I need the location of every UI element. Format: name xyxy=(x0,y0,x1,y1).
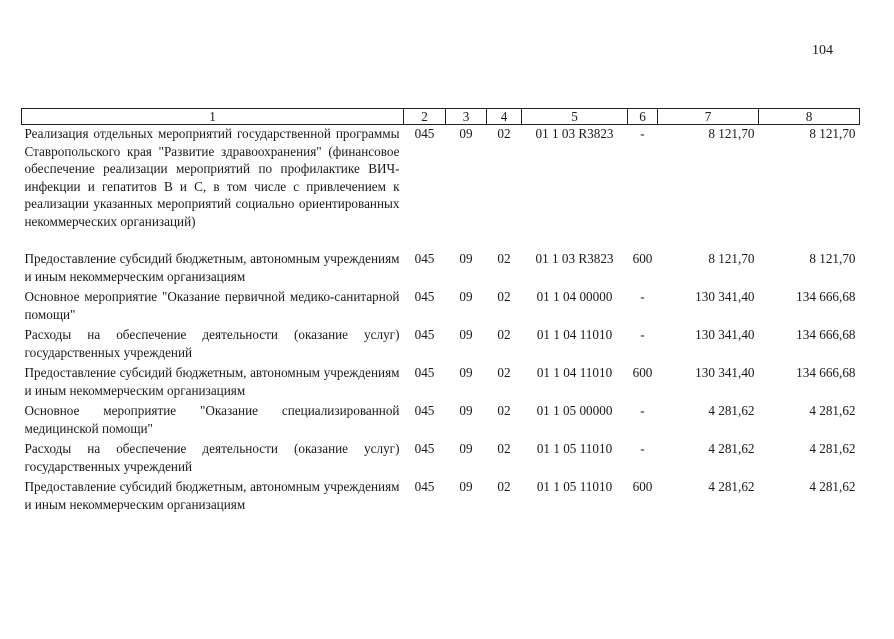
subsection-code: 02 xyxy=(497,289,511,304)
section-code: 09 xyxy=(459,365,473,380)
subsection-code: 02 xyxy=(497,126,511,141)
section-code: 09 xyxy=(459,479,473,494)
section-code: 09 xyxy=(459,403,473,418)
section-code: 09 xyxy=(459,289,473,304)
target-article-code: 01 1 05 11010 xyxy=(536,479,613,494)
amount-year-1: 4 281,62 xyxy=(708,441,755,456)
expense-type-code: - xyxy=(640,327,645,342)
amount-year-1: 130 341,40 xyxy=(695,327,755,342)
section-code: 09 xyxy=(459,126,473,141)
expense-type-code: - xyxy=(640,126,645,141)
subsection-code: 02 xyxy=(497,327,511,342)
amount-year-2: 4 281,62 xyxy=(809,441,856,456)
subsection-code: 02 xyxy=(497,251,511,266)
row-description: Основное мероприятие "Оказание специализированной медицинской помощи" xyxy=(24,403,400,436)
row-description: Реализация отдельных мероприятий государственной программы Ставропольского края "Развитие здравоохранения" (финансовое обеспечение реализации мероприятий по профилактике ВИЧ-инфекции и гепатитов В и С, в том числе с привлечением к реализации указанных мероприятий социально ориентированных некоммерческих организаций) xyxy=(24,126,400,229)
column-header: 6 xyxy=(628,109,658,125)
expense-type-code: 600 xyxy=(632,251,653,266)
amount-year-1: 4 281,62 xyxy=(708,479,755,494)
column-header: 4 xyxy=(487,109,522,125)
target-article-code: 01 1 04 11010 xyxy=(536,327,613,342)
amount-year-2: 134 666,68 xyxy=(796,365,856,380)
table-row xyxy=(22,326,860,361)
amount-year-2: 8 121,70 xyxy=(809,126,856,141)
amount-year-2: 134 666,68 xyxy=(796,327,856,342)
subsection-code: 02 xyxy=(497,365,511,380)
amount-year-2: 4 281,62 xyxy=(809,479,856,494)
row-description: Предоставление субсидий бюджетным, автономным учреждениям и иным некоммерческим организациям xyxy=(24,251,400,284)
amount-year-2: 4 281,62 xyxy=(809,403,856,418)
section-code: 09 xyxy=(459,251,473,266)
ministry-code: 045 xyxy=(414,126,435,141)
expense-type-code: 600 xyxy=(632,479,653,494)
amount-year-1: 8 121,70 xyxy=(708,126,755,141)
target-article-code: 01 1 05 11010 xyxy=(536,441,613,456)
column-header: 5 xyxy=(522,109,628,125)
ministry-code: 045 xyxy=(414,251,435,266)
table-body xyxy=(22,125,860,514)
column-header: 2 xyxy=(404,109,446,125)
table-row xyxy=(22,364,860,399)
page-number: 104 xyxy=(812,43,833,58)
subsection-code: 02 xyxy=(497,479,511,494)
amount-year-1: 8 121,70 xyxy=(708,251,755,266)
table-row xyxy=(22,478,860,513)
table-row xyxy=(22,288,860,323)
row-description: Основное мероприятие "Оказание первичной медико-санитарной помощи" xyxy=(24,289,400,322)
column-header: 8 xyxy=(759,109,860,125)
row-description: Расходы на обеспечение деятельности (оказание услуг) государственных учреждений xyxy=(24,441,400,474)
budget-table xyxy=(21,108,860,513)
amount-year-2: 8 121,70 xyxy=(809,251,856,266)
amount-year-1: 130 341,40 xyxy=(695,365,755,380)
target-article-code: 01 1 04 11010 xyxy=(536,365,613,380)
ministry-code: 045 xyxy=(414,289,435,304)
ministry-code: 045 xyxy=(414,327,435,342)
table-row xyxy=(22,402,860,437)
expense-type-code: - xyxy=(640,441,645,456)
column-header: 3 xyxy=(446,109,487,125)
table-row xyxy=(22,440,860,475)
subsection-code: 02 xyxy=(497,441,511,456)
subsection-code: 02 xyxy=(497,403,511,418)
row-description: Предоставление субсидий бюджетным, автономным учреждениям и иным некоммерческим организациям xyxy=(24,479,400,512)
ministry-code: 045 xyxy=(414,403,435,418)
expense-type-code: - xyxy=(640,403,645,418)
target-article-code: 01 1 05 00000 xyxy=(536,403,613,418)
row-description: Расходы на обеспечение деятельности (оказание услуг) государственных учреждений xyxy=(24,327,400,360)
ministry-code: 045 xyxy=(414,479,435,494)
amount-year-1: 4 281,62 xyxy=(708,403,755,418)
table-header-row xyxy=(22,109,860,125)
amount-year-2: 134 666,68 xyxy=(796,289,856,304)
table-row xyxy=(22,125,860,251)
expense-type-code: - xyxy=(640,289,645,304)
ministry-code: 045 xyxy=(414,365,435,380)
column-header: 1 xyxy=(22,109,404,125)
amount-year-1: 130 341,40 xyxy=(695,289,755,304)
target-article-code: 01 1 03 R3823 xyxy=(535,126,614,141)
target-article-code: 01 1 04 00000 xyxy=(536,289,613,304)
table-row xyxy=(22,250,860,285)
section-code: 09 xyxy=(459,327,473,342)
section-code: 09 xyxy=(459,441,473,456)
row-description: Предоставление субсидий бюджетным, автономным учреждениям и иным некоммерческим организациям xyxy=(24,365,400,398)
expense-type-code: 600 xyxy=(632,365,653,380)
target-article-code: 01 1 03 R3823 xyxy=(535,251,614,266)
ministry-code: 045 xyxy=(414,441,435,456)
column-header: 7 xyxy=(658,109,759,125)
